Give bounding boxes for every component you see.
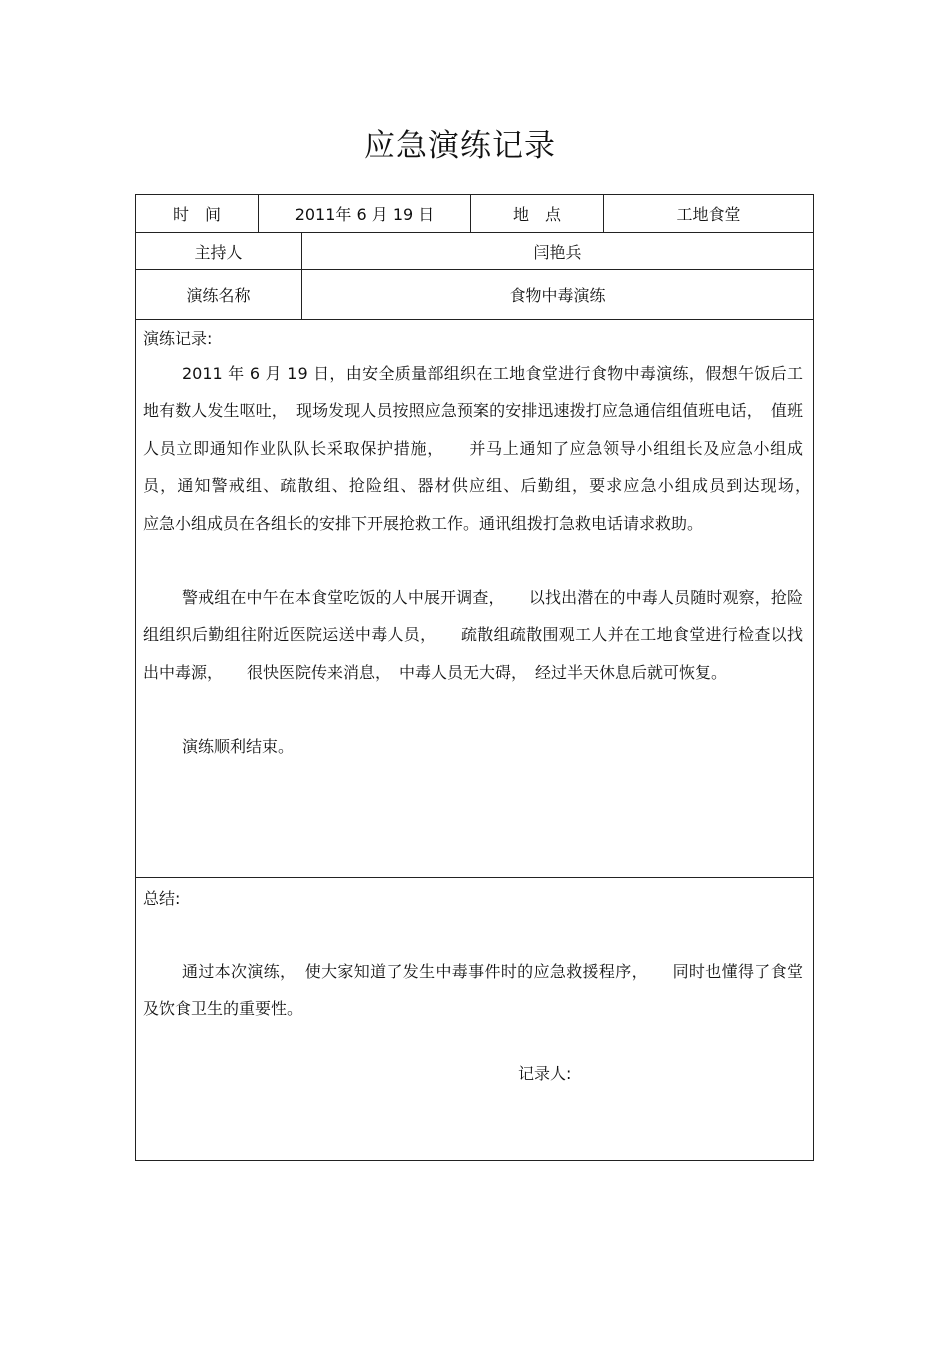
page-title: 应急演练记录 — [364, 128, 556, 164]
summary-section — [136, 878, 813, 1160]
record-paragraph-3: 演练顺利结束。 — [182, 737, 295, 756]
drill-name-value: 食物中毒演练 — [509, 286, 606, 305]
summary-paragraph: 通过本次演练， 使大家知道了发生中毒事件时的应急救援程序， 同时也懂得了食堂及饮食卫生的重要性。 — [143, 962, 803, 1019]
record-heading: 演练记录: — [143, 329, 213, 348]
summary-heading: 总结: — [143, 889, 181, 908]
host-label: 主持人 — [136, 233, 302, 269]
recorder-label: 记录人: — [518, 1064, 572, 1083]
record-form — [135, 194, 836, 1161]
host-value: 闫艳兵 — [533, 242, 582, 262]
place-value: 工地食堂 — [676, 205, 741, 224]
record-paragraph-2: 警戒组在中午在本食堂吃饭的人中展开调查， 以找出潜在的中毒人员随时观察，抢险组组织后勤组往附近医院运送中毒人员， 疏散组疏散围观工人并在工地食堂进行检查以找出中毒源， 很快医院传来消息， 中毒人员无大碍， 经过半天休息后就可恢复。 — [143, 588, 803, 682]
record-paragraph-1: 2011 年 6 月 19 日，由安全质量部组织在工地食堂进行食物中毒演练，假想午饭后工地有数人发生呕吐， 现场发现人员按照应急预案的安排迅速拨打应急通信组值班电话， 值班人员立即通知作业队队长采取保护措施， 并马上通知了应急领导小组组长及应急小组成员，通知警戒组、疏散组、抢险组、器材供应组、后勤组，要求应急小组成员到达现场， 应急小组成员在各组长的安排下开展抢救工作。通讯组拨打急救电话请求救助。 — [143, 364, 836, 533]
drill-name-label: 演练名称 — [136, 270, 302, 319]
place-label: 地 点 — [471, 195, 604, 232]
time-value: 2011年 6 月 19 日 — [259, 195, 471, 232]
info-row-host — [136, 233, 813, 270]
info-row-drill-name — [136, 270, 813, 320]
record-section — [136, 320, 836, 878]
info-row-time-place — [136, 195, 813, 233]
time-label: 时 间 — [136, 195, 259, 232]
